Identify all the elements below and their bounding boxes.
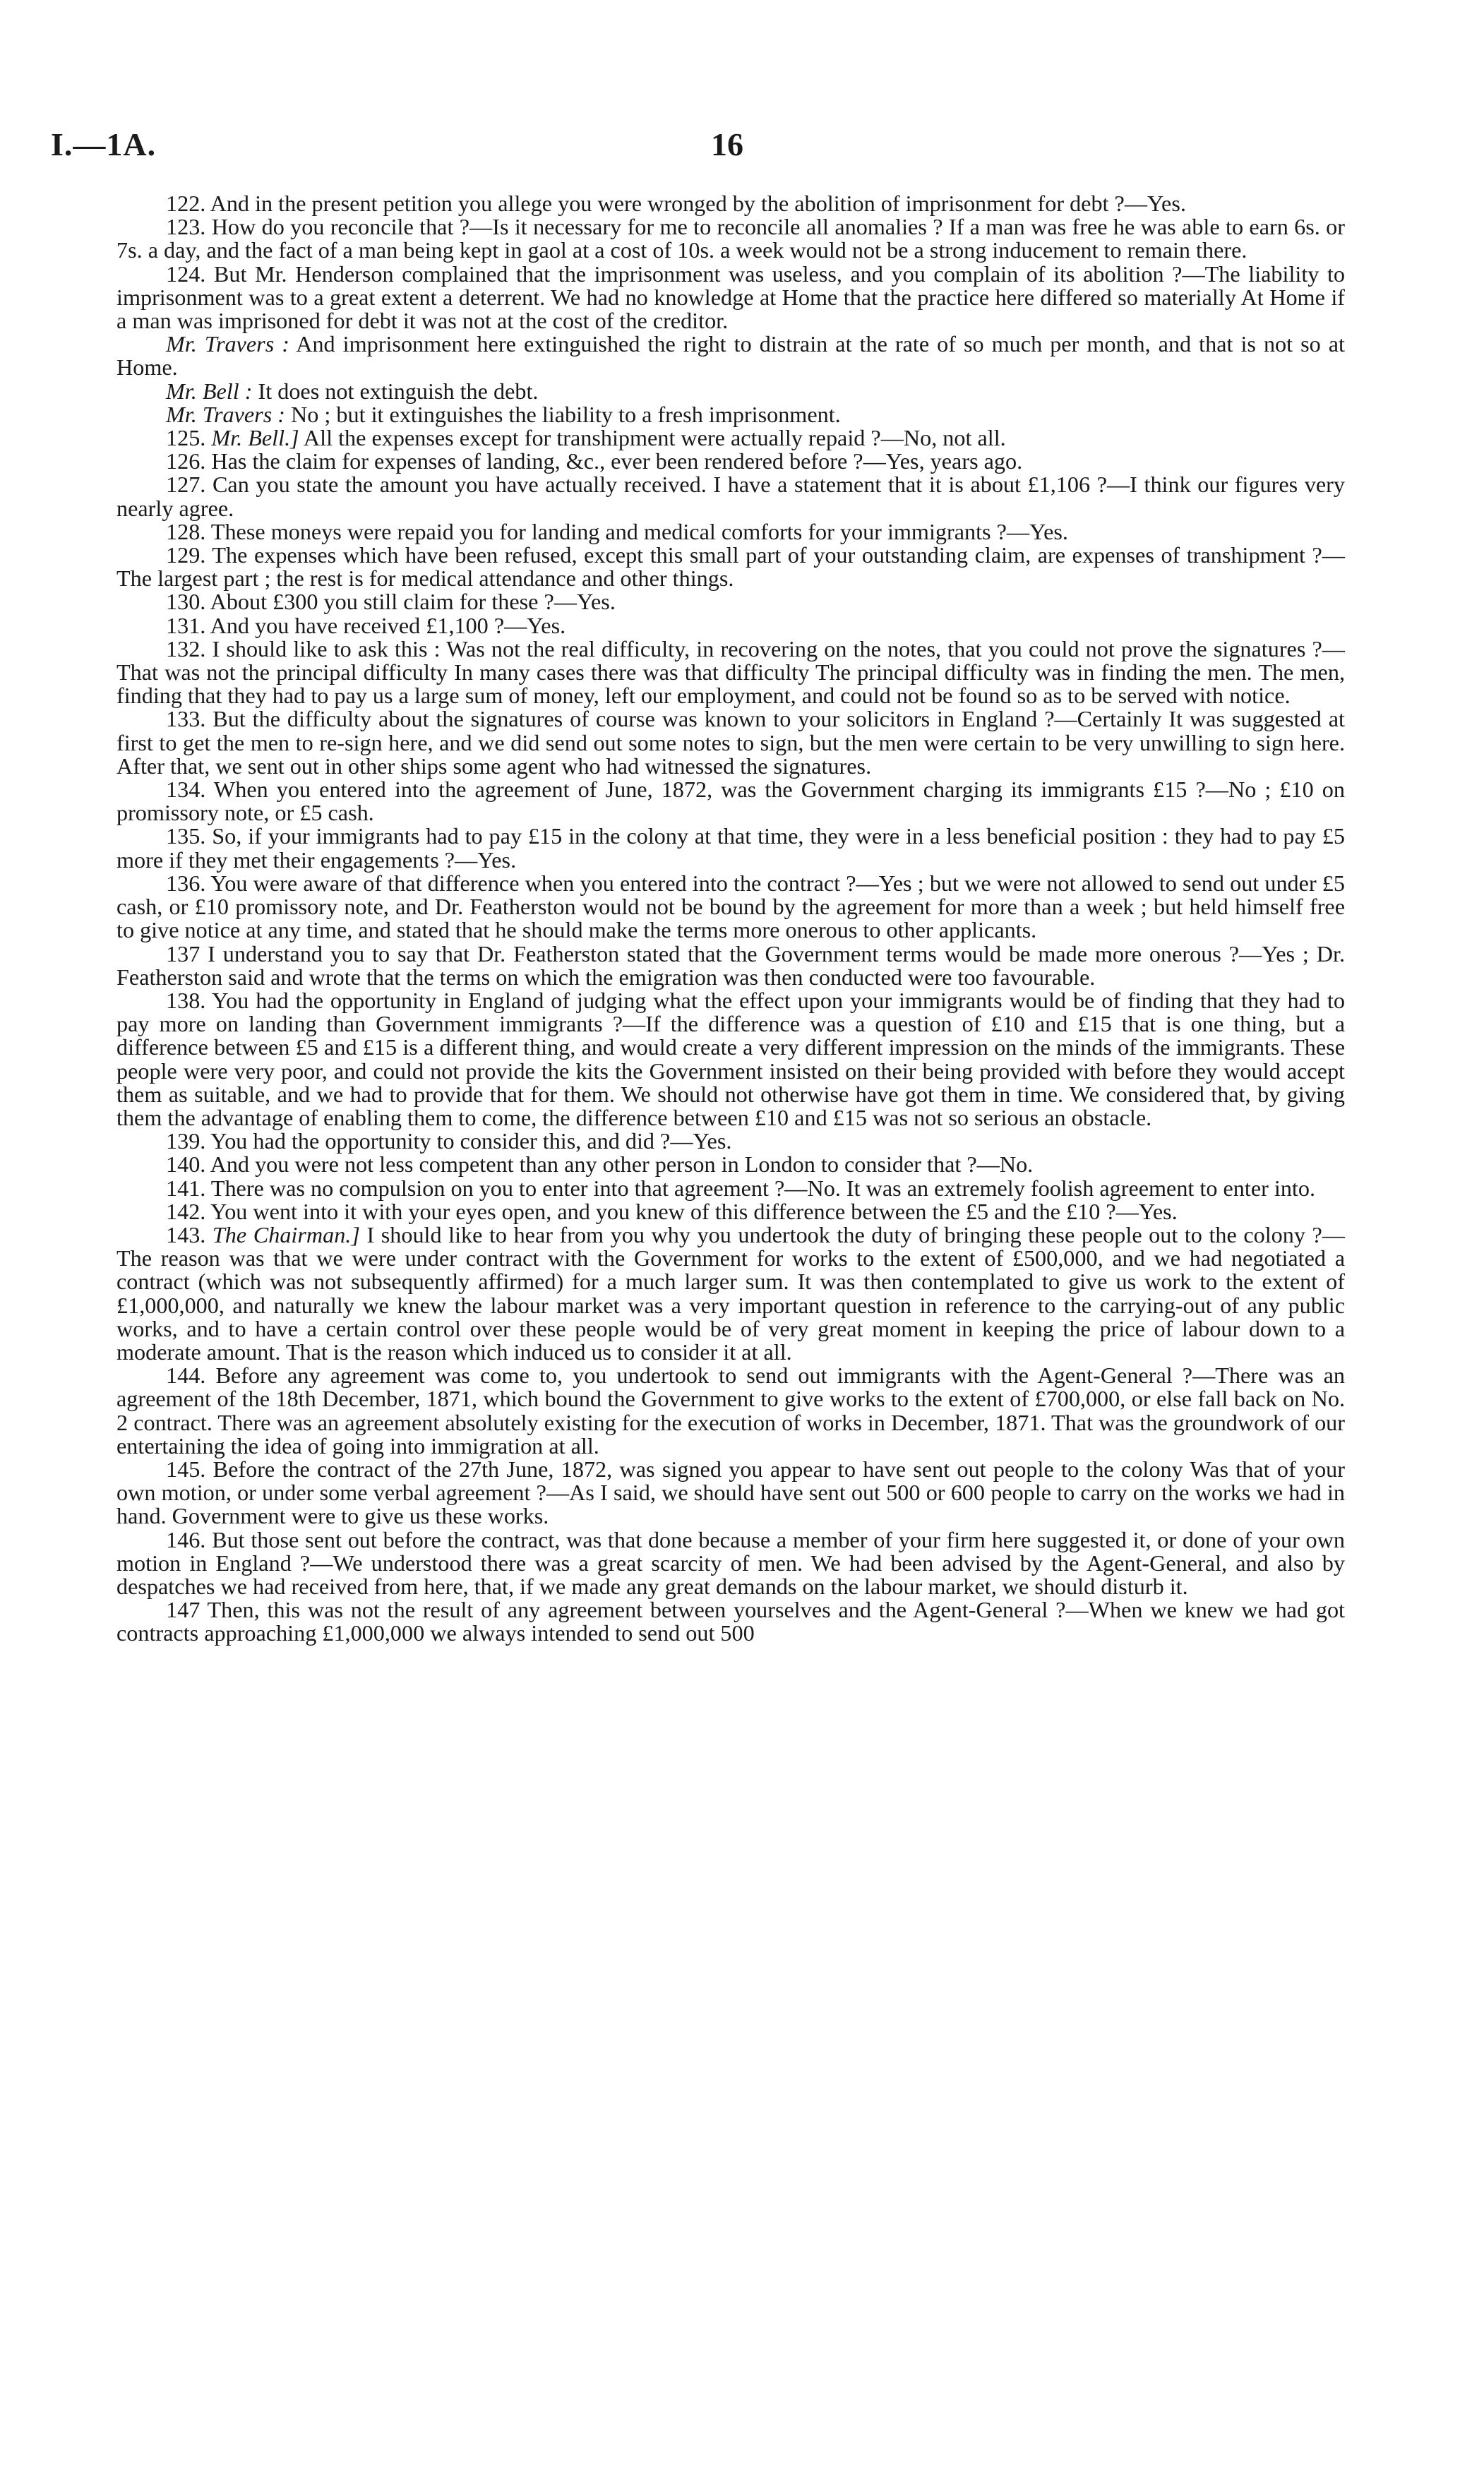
paragraph-text: 127. Can you state the amount you have actually received. I have a statement that it is about £1,106 ?—I think our figures very nearly agree. [116,472,1345,521]
paragraph-text: 134. When you entered into the agreement of June, 1872, was the Government charging its immigrants £15 ?—No ; £10 on promissory note, or £5 cash. [116,777,1345,826]
paragraph-text: I should like to hear from you why you undertook the duty of bringing these people out to the colony ?—The reason was that we were under contract with the Government for works to the extent of £500,000, and we had negotiated a contract (which was not subsequently affirmed) for a much larger sum. It was then contemplated to give us work to the extent of £1,000,000, and naturally we knew the labour market was a very important question in reference to the carrying-out of any public works, and to have a certain control over these people would be of very great moment in keeping the price of labour down to a moderate amount. That is the reason which induced us to consider it at all. [116,1221,1345,1365]
evidence-paragraph [116,825,1345,871]
evidence-paragraph [116,872,1345,942]
paragraph-text: 147 Then, this was not the result of any agreement between yourselves and the Agent-General ?—When we knew we had got contracts approaching £1,000,000 we always intended to send out 500 [116,1597,1345,1646]
paragraph-text: 124. But Mr. Henderson complained that the imprisonment was useless, and you complain of its abolition ?—The liability to imprisonment was to a great extent a deterrent. We had no knowledge at Home that the practice here differed so materially At Home if a man was imprisoned for debt it was not at the cost of the creditor. [116,261,1345,334]
paragraph-text: 129. The expenses which have been refused, except this small part of your outstanding claim, are expenses of transhipment ?—The largest part ; the rest is for medical attendance and other things. [116,542,1345,592]
paper-reference: I.—1A. [51,126,157,162]
evidence-paragraph [116,544,1345,590]
paragraph-text: And imprisonment here extinguished the right to distrain at the rate of so much per month, and that is not so at Home. [116,331,1345,381]
evidence-paragraph [116,1223,1345,1364]
paragraph-text: 133. But the difficulty about the signatures of course was known to your solicitors in England ?—Certainly It was suggested at first to get the men to re-sign here, and we did send out some notes to sign, but the men were certain to be very unwilling to sign here. After that, we sent out in other ships some agent who had witnessed the signatures. [116,706,1345,779]
paragraph-text: No ; but it extinguishes the liability to a fresh imprisonment. [285,401,841,427]
speaker-name: Mr. Travers : [166,401,285,427]
evidence-paragraph [116,1458,1345,1528]
paragraph-text: 126. Has the claim for expenses of landing, &c., ever been rendered before ?—Yes, years ago. [166,448,1023,474]
paragraph-text: 122. And in the present petition you allege you were wronged by the abolition of imprisonment for debt ?—Yes. [166,191,1186,216]
evidence-paragraph [116,192,1345,215]
evidence-paragraph [116,215,1345,262]
page-header [51,126,1350,175]
paragraph-text: 140. And you were not less competent than any other person in London to consider that ?—No. [166,1151,1034,1178]
paragraph-text: 145. Before the contract of the 27th June, 1872, was signed you appear to have sent out people to the colony Was that of your own motion, or under some verbal agreement ?—As I said, we should have sent out 500 or 600 people to carry on the works we had in hand. Government were to give us these works. [116,1456,1345,1529]
evidence-paragraph [116,426,1345,450]
paragraph-text: All the expenses except for transhipment were actually repaid ?—No, not all. [299,425,1006,451]
evidence-paragraph [116,263,1345,333]
evidence-paragraph [116,590,1345,613]
evidence-paragraph [116,1364,1345,1458]
evidence-paragraph [116,1200,1345,1223]
evidence-paragraph [116,707,1345,778]
evidence-paragraph [116,989,1345,1130]
evidence-text [116,192,1345,1646]
evidence-paragraph [116,473,1345,520]
paragraph-text: 128. These moneys were repaid you for landing and medical comforts for your immigrants ?—Yes. [166,518,1068,544]
evidence-paragraph [116,1153,1345,1176]
paragraph-text: 146. But those sent out before the contract, was that done because a member of your firm here suggested it, or done of your own motion in England ?—We understood there was a great scarcity of men. We had been advised by the Agent-General, and also by despatches we had received from here, that, if we made any great demands on the labour market, we should disturb it. [116,1526,1345,1599]
paragraph-text: 142. You went into it with your eyes open, and you knew of this difference between the £5 and the £10 ?—Yes. [166,1198,1178,1224]
paragraph-text: 144. Before any agreement was come to, you undertook to send out immigrants with the Agent-General ?—There was an agreement of the 18th December, 1871, which bound the Government to give works to the extent of £700,000, or else fall back on No. 2 contract. There was an agreement absolutely existing for the execution of works in December, 1871. That was the groundwork of our entertaining the idea of going into immigration at all. [116,1363,1345,1459]
evidence-paragraph [116,520,1345,544]
paragraph-text: 137 I understand you to say that Dr. Featherston stated that the Government terms would be made more onerous ?—Yes ; Dr. Featherston said and wrote that the terms on which the emigration was then conducted were too favourable. [116,940,1345,990]
paragraph-text: 131. And you have received £1,100 ?—Yes. [166,612,566,638]
evidence-paragraph [116,333,1345,379]
paragraph-text: 141. There was no compulsion on you to enter into that agreement ?—No. It was an extremely foolish agreement to enter into. [166,1175,1315,1201]
paragraph-text: 132. I should like to ask this : Was not the real difficulty, in recovering on the notes, that you could not prove the signatures ?—That was not the principal difficulty In many cases there was that difficulty The principal difficulty was in finding the men. The men, finding that they had to pay us a large sum of money, left our employment, and could not be found so as to be served with notice. [116,635,1345,709]
evidence-paragraph [116,1130,1345,1153]
evidence-paragraph [116,637,1345,708]
evidence-paragraph [116,450,1345,473]
page-number: 16 [711,126,743,162]
paragraph-text: 138. You had the opportunity in England of judging what the effect upon your immigrants would be of finding that they had to pay more on landing than Government immigrants ?—If the difference was a question of £10 and £15 that is one thing, but a difference between £5 and £15 is a different thing, and would create a very different impression on the minds of the immigrants. These people were very poor, and could not provide the kits the Government insisted on their being provided with before they would accept them as suitable, and we had to provide that for them. We should not otherwise have got them in time. We considered that, by giving them the advantage of enabling them to come, the difference between £10 and £15 was not so serious an obstacle. [116,987,1345,1130]
speaker-name: The Chairman.] [212,1221,360,1247]
paragraph-text: 123. How do you reconcile that ?—Is it necessary for me to reconcile all anomalies ? If a man was free he was able to earn 6s. or 7s. a day, and the fact of a man being kept in gaol at a cost of 10s. a week would not be a strong inducement to remain there. [116,214,1345,263]
paragraph-text: 130. About £300 you still claim for these ?—Yes. [166,589,616,615]
evidence-paragraph [116,778,1345,825]
evidence-paragraph [116,380,1345,403]
evidence-paragraph [116,942,1345,989]
speaker-name: Mr. Travers : [166,331,289,357]
evidence-paragraph [116,1528,1345,1599]
paragraph-text: It does not extinguish the debt. [252,378,539,404]
evidence-paragraph [116,1598,1345,1645]
speaker-name: Mr. Bell.] [211,425,299,451]
speaker-name: Mr. Bell : [166,378,253,404]
evidence-paragraph [116,614,1345,637]
evidence-paragraph [116,1177,1345,1200]
paragraph-text: 139. You had the opportunity to consider this, and did ?—Yes. [166,1128,732,1154]
paragraph-text: 135. So, if your immigrants had to pay £15 in the colony at that time, they were in a less beneficial position : they had to pay £5 more if they met their engagements ?—Yes. [116,823,1345,873]
evidence-paragraph [116,403,1345,426]
question-number: 125. [166,425,212,451]
question-number: 143. [166,1221,213,1247]
paragraph-text: 136. You were aware of that difference when you entered into the contract ?—Yes ; but we were not allowed to send out under £5 cash, or £10 promissory note, and Dr. Featherston would not be bound by the agreement for more than a week ; but held himself free to give notice at any time, and stated that he should make the terms more onerous to other applicants. [116,870,1345,943]
